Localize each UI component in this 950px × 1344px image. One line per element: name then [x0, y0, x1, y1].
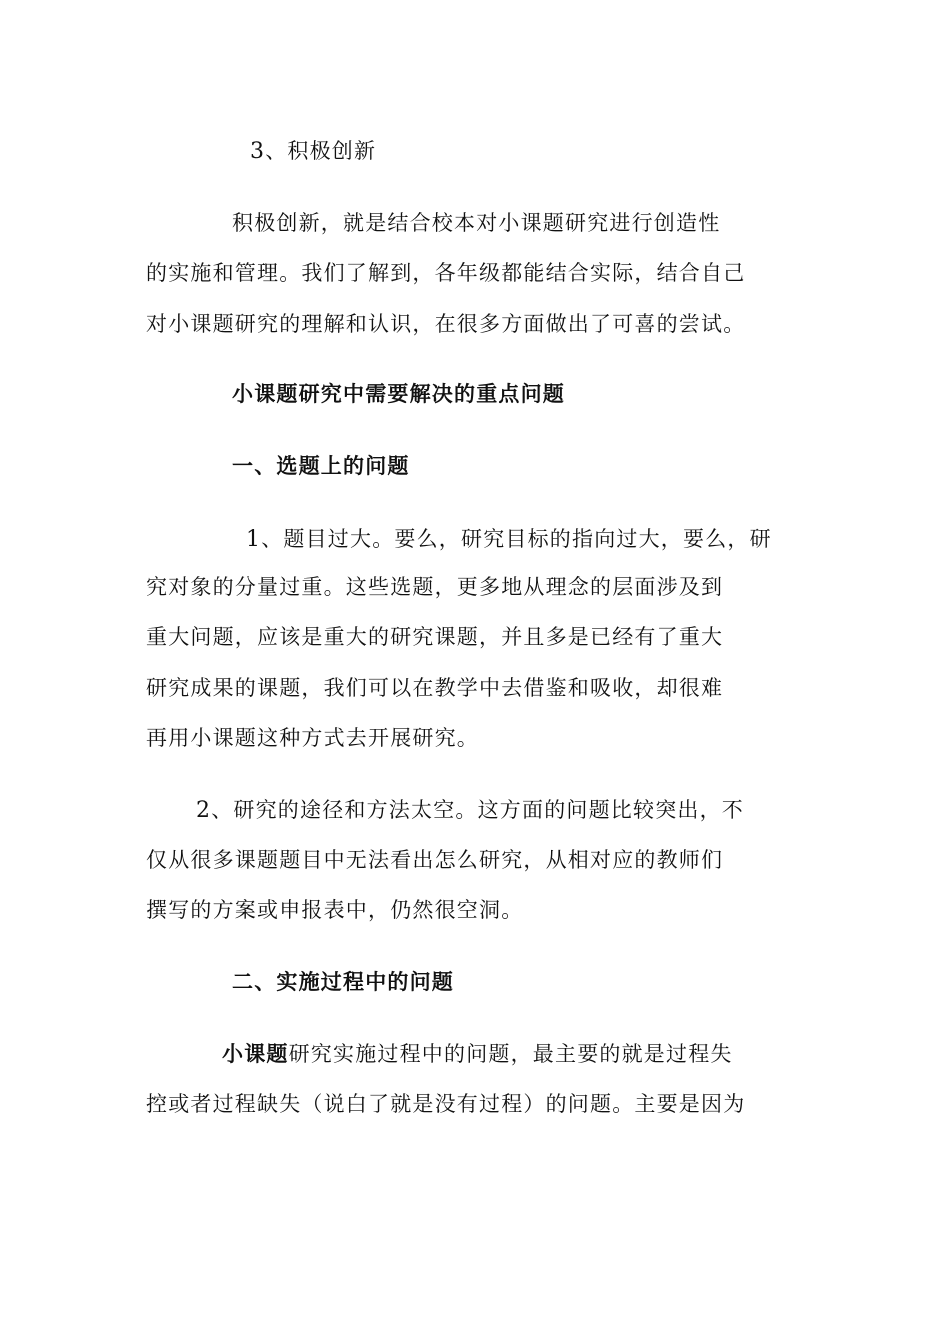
innovation-paragraph-line-1: 积极创新，就是结合校本对小课题研究进行创造性 — [232, 211, 721, 235]
item-2-number: 2 — [196, 798, 212, 823]
implementation-first-line-rest: 研究实施过程中的问题，最主要的就是过程失 — [288, 1042, 733, 1066]
item-1-line-5: 再用小课题这种方式去开展研究。 — [146, 726, 479, 750]
section-3-heading — [250, 137, 376, 166]
item-2-line-1 — [196, 796, 744, 825]
section-number: 3 — [250, 139, 266, 164]
section-title: 、积极创新 — [265, 139, 377, 163]
item-2-line-2: 仅从很多课题题目中无法看出怎么研究，从相对应的教师们 — [146, 848, 724, 872]
key-issues-heading: 小课题研究中需要解决的重点问题 — [232, 382, 565, 406]
part-2-heading: 二、实施过程中的问题 — [232, 970, 454, 994]
item-1-first-line: 、题目过大。要么，研究目标的指向过大，要么，研 — [261, 527, 772, 551]
item-1-line-4: 研究成果的课题，我们可以在教学中去借鉴和吸收，却很难 — [146, 676, 724, 700]
implementation-paragraph-line-1 — [222, 1040, 733, 1068]
implementation-bold-lead: 小课题 — [222, 1042, 289, 1066]
item-2-first-line: 、研究的途径和方法太空。这方面的问题比较突出，不 — [211, 798, 745, 822]
item-1-number: 1 — [246, 527, 262, 552]
implementation-paragraph-line-2: 控或者过程缺失（说白了就是没有过程）的问题。主要是因为 — [146, 1092, 746, 1116]
item-1-line-1 — [246, 525, 772, 554]
part-1-heading: 一、选题上的问题 — [232, 454, 410, 478]
item-1-line-3: 重大问题，应该是重大的研究课题，并且多是已经有了重大 — [146, 625, 724, 649]
innovation-paragraph-line-3: 对小课题研究的理解和认识，在很多方面做出了可喜的尝试。 — [146, 312, 746, 336]
innovation-paragraph-line-2: 的实施和管理。我们了解到，各年级都能结合实际，结合自己 — [146, 261, 746, 285]
item-1-line-2: 究对象的分量过重。这些选题，更多地从理念的层面涉及到 — [146, 575, 724, 599]
item-2-line-3: 撰写的方案或申报表中，仍然很空洞。 — [146, 898, 524, 922]
